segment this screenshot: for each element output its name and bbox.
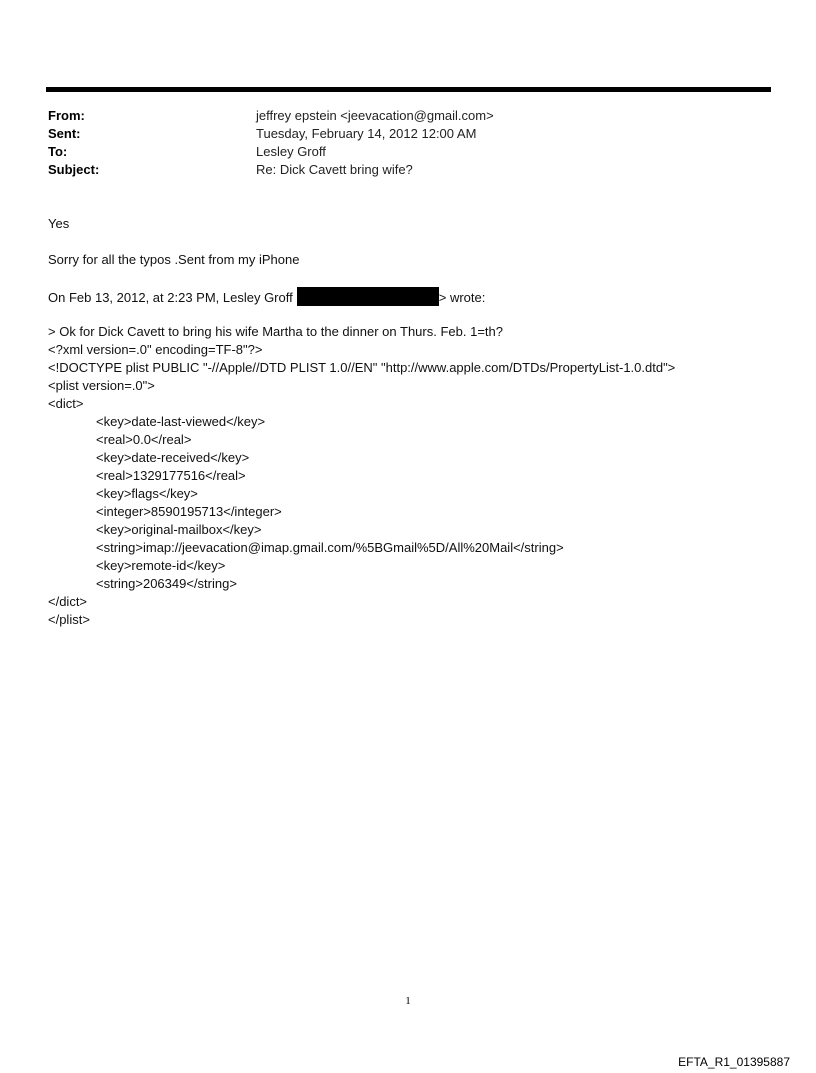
to-value: Lesley Groff [256,144,326,159]
dict-line: <integer>8590195713</integer> [96,504,282,519]
quote-intro-after: > wrote: [438,290,486,305]
to-label: To: [48,144,68,159]
xml-line: <!DOCTYPE plist PUBLIC "-//Apple//DTD PLIST 1.0//EN" "http://www.apple.com/DTDs/PropertyList-1.0.dtd"> [48,360,676,375]
closing-line: </dict> [48,594,88,609]
from-label: From: [48,108,85,123]
dict-line: <key>date-last-viewed</key> [96,414,266,429]
quoted-message: > Ok for Dick Cavett to bring his wife Martha to the dinner on Thurs. Feb. 1=th? [48,324,503,339]
signature-text: Sorry for all the typos .Sent from my iPhone [48,252,300,267]
dict-line: <string>206349</string> [96,576,237,591]
page-number: 1 [405,995,411,1007]
header-divider [46,87,771,92]
dict-line: <key>original-mailbox</key> [96,522,262,537]
xml-line: <dict> [48,396,84,411]
xml-line: <plist version=.0"> [48,378,155,393]
to-row [48,143,768,161]
xml-line: <?xml version=.0" encoding=TF-8"?> [48,342,263,357]
dict-line: <string>imap://jeevacation@imap.gmail.com/%5BGmail%5D/All%20Mail</string> [96,540,564,555]
dict-line: <key>remote-id</key> [96,558,226,573]
subject-label: Subject: [48,162,100,177]
reply-text: Yes [48,216,70,231]
email-body [48,215,788,629]
dict-line: <real>1329177516</real> [96,468,246,483]
sent-value: Tuesday, February 14, 2012 12:00 AM [256,126,477,141]
subject-value: Re: Dick Cavett bring wife? [256,162,413,177]
quote-intro-before: On Feb 13, 2012, at 2:23 PM, Lesley Groff [48,290,293,305]
dict-line: <key>date-received</key> [96,450,250,465]
sent-label: Sent: [48,126,81,141]
subject-row [48,161,768,179]
dict-line: <real>0.0</real> [96,432,192,447]
email-header [48,107,768,179]
redaction-bar [297,287,439,306]
dict-line: <key>flags</key> [96,486,198,501]
closing-line: </plist> [48,612,90,627]
quote-intro [48,287,788,305]
sent-row [48,125,768,143]
from-row [48,107,768,125]
document-id: EFTA_R1_01395887 [678,1055,790,1069]
from-value: jeffrey epstein <jeevacation@gmail.com> [256,108,494,123]
